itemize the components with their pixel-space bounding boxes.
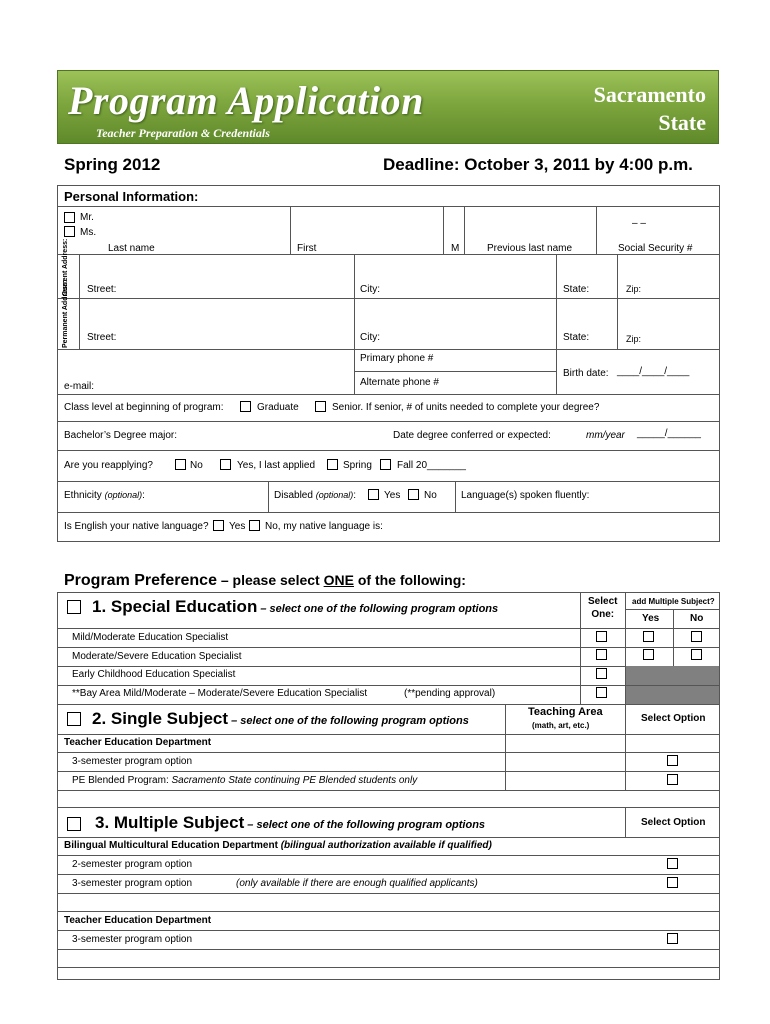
ms-3-semester-bmed-checkbox[interactable] xyxy=(667,877,678,888)
fall-label: Fall 20_______ xyxy=(397,460,466,471)
english-yes-label: Yes xyxy=(229,521,246,532)
permanent-state-label: State: xyxy=(563,332,590,343)
ethnicity-label: Ethnicity (optional): xyxy=(64,490,145,501)
fall-checkbox[interactable] xyxy=(380,459,391,470)
date-conferred-label: Date degree conferred or expected: xyxy=(393,430,551,441)
permanent-city-label: City: xyxy=(360,332,380,343)
spring-label: Spring xyxy=(343,460,372,471)
early-childhood-select-checkbox[interactable] xyxy=(596,668,607,679)
reapply-no-label: No xyxy=(190,460,203,471)
list-item: 3-semester program option xyxy=(72,756,193,767)
bachelors-major-label: Bachelor’s Degree major: xyxy=(64,430,178,441)
disabled-no-label: No xyxy=(424,490,437,501)
ms-3-semester-ted-checkbox[interactable] xyxy=(667,933,678,944)
deadline: Deadline: October 3, 2011 by 4:00 p.m. xyxy=(383,155,693,174)
teacher-ed-dept-label: Teacher Education Department xyxy=(64,737,212,748)
add-ms-no-header: No xyxy=(690,613,704,624)
permanent-zip-label: Zip: xyxy=(626,334,642,344)
pe-blended-checkbox[interactable] xyxy=(667,774,678,785)
current-street-label: Street: xyxy=(87,284,117,295)
disabled-no-checkbox[interactable] xyxy=(408,489,419,500)
list-item: Moderate/Severe Education Specialist xyxy=(72,651,242,662)
reapply-yes-label: Yes, I last applied xyxy=(237,460,316,471)
email-label: e-mail: xyxy=(64,381,95,392)
previous-last-name-label: Previous last name xyxy=(487,243,573,254)
list-item: Early Childhood Education Specialist xyxy=(72,669,236,680)
form-subtitle: Teacher Preparation & Credentials xyxy=(96,126,270,140)
select-option-header-ms: Select Option xyxy=(641,817,706,828)
graduate-label: Graduate xyxy=(257,402,299,413)
permanent-street-label: Street: xyxy=(87,332,117,343)
mm-year-hint: mm/year xyxy=(586,430,625,441)
select-one-header: Select One: xyxy=(588,596,618,620)
personal-info-title: Personal Information: xyxy=(64,189,199,204)
single-subject-heading: 2. Single Subject – select one of the following program options xyxy=(92,709,469,728)
date-conferred-field[interactable]: _____/______ xyxy=(637,428,701,439)
list-item: PE Blended Program: Sacramento State continuing PE Blended students only xyxy=(72,775,418,786)
header-banner xyxy=(57,70,719,144)
languages-label: Language(s) spoken fluently: xyxy=(461,490,590,501)
list-item: 3-semester program option xyxy=(72,934,193,945)
mild-moderate-ms-yes-checkbox[interactable] xyxy=(643,631,654,642)
bay-area-select-checkbox[interactable] xyxy=(596,687,607,698)
mr-label: Mr. xyxy=(80,212,94,223)
graduate-checkbox[interactable] xyxy=(240,401,251,412)
current-address-label: Current Address: xyxy=(62,238,69,296)
multiple-subject-checkbox[interactable] xyxy=(67,817,81,831)
primary-phone-label: Primary phone # xyxy=(360,353,434,364)
ssn-label: Social Security # xyxy=(618,243,693,254)
mild-moderate-select-checkbox[interactable] xyxy=(596,631,607,642)
english-no-label: No, my native language is: xyxy=(265,521,383,532)
form-title: Program Application xyxy=(68,78,424,123)
senior-label: Senior. If senior, # of units needed to complete your degree? xyxy=(332,402,600,413)
moderate-severe-select-checkbox[interactable] xyxy=(596,649,607,660)
reapplying-label: Are you reapplying? xyxy=(64,460,153,471)
add-ms-yes-header: Yes xyxy=(642,613,660,624)
ms-2-semester-checkbox[interactable] xyxy=(667,858,678,869)
moderate-severe-ms-no-checkbox[interactable] xyxy=(691,649,702,660)
first-name-label: First xyxy=(297,243,317,254)
reapply-yes-checkbox[interactable] xyxy=(220,459,231,470)
class-level-label: Class level at beginning of program: xyxy=(64,402,224,413)
mr-checkbox[interactable] xyxy=(64,212,75,223)
current-zip-label: Zip: xyxy=(626,284,642,294)
senior-checkbox[interactable] xyxy=(315,401,326,412)
program-preference-title: Program Preference – please select ONE of the following: xyxy=(64,572,466,589)
ms-checkbox[interactable] xyxy=(64,226,75,237)
permanent-address-label: Permanent Address: xyxy=(62,279,69,348)
select-option-header: Select Option xyxy=(641,713,706,724)
mild-moderate-ms-no-checkbox[interactable] xyxy=(691,631,702,642)
disabled-yes-checkbox[interactable] xyxy=(368,489,379,500)
current-state-label: State: xyxy=(563,284,590,295)
institution-logo: Sacramento State xyxy=(593,82,706,135)
moderate-severe-ms-yes-checkbox[interactable] xyxy=(643,649,654,660)
list-item: 3-semester program option xyxy=(72,878,193,889)
list-item: **Bay Area Mild/Moderate – Moderate/Severe Education Specialist xyxy=(72,688,368,699)
reapply-no-checkbox[interactable] xyxy=(175,459,186,470)
disabled-yes-label: Yes xyxy=(384,490,401,501)
special-education-heading: 1. Special Education – select one of the following program options xyxy=(92,597,499,616)
ssn-dashes: – – xyxy=(632,218,646,229)
bmed-label: Bilingual Multicultural Education Department (bilingual authorization available if qualified) xyxy=(64,840,492,851)
term: Spring 2012 xyxy=(64,155,161,174)
teacher-ed-dept-label-2: Teacher Education Department xyxy=(64,915,212,926)
last-name-label: Last name xyxy=(108,243,155,254)
multiple-subject-heading: 3. Multiple Subject – select one of the following program options xyxy=(95,813,486,832)
english-yes-checkbox[interactable] xyxy=(213,520,224,531)
middle-initial-label: M xyxy=(451,243,460,254)
ss-3-semester-checkbox[interactable] xyxy=(667,755,678,766)
special-education-checkbox[interactable] xyxy=(67,600,81,614)
list-item: Mild/Moderate Education Specialist xyxy=(72,632,229,643)
english-native-label: Is English your native language? xyxy=(64,521,209,532)
teaching-area-sub: (math, art, etc.) xyxy=(532,721,590,730)
birth-date-field[interactable]: ____/____/____ xyxy=(617,366,690,377)
add-multiple-subject-header: add Multiple Subject? xyxy=(632,597,715,606)
alternate-phone-label: Alternate phone # xyxy=(360,377,439,388)
birth-date-label: Birth date: xyxy=(563,368,609,379)
teaching-area-header: Teaching Area xyxy=(528,706,603,718)
list-item: 2-semester program option xyxy=(72,859,193,870)
current-city-label: City: xyxy=(360,284,380,295)
english-no-checkbox[interactable] xyxy=(249,520,260,531)
ms-label: Ms. xyxy=(80,227,97,238)
single-subject-checkbox[interactable] xyxy=(67,712,81,726)
spring-checkbox[interactable] xyxy=(327,459,338,470)
pending-approval-note: (**pending approval) xyxy=(404,688,496,699)
enough-applicants-note: (only available if there are enough qualified applicants) xyxy=(236,878,478,889)
disabled-label: Disabled (optional): xyxy=(274,490,357,501)
